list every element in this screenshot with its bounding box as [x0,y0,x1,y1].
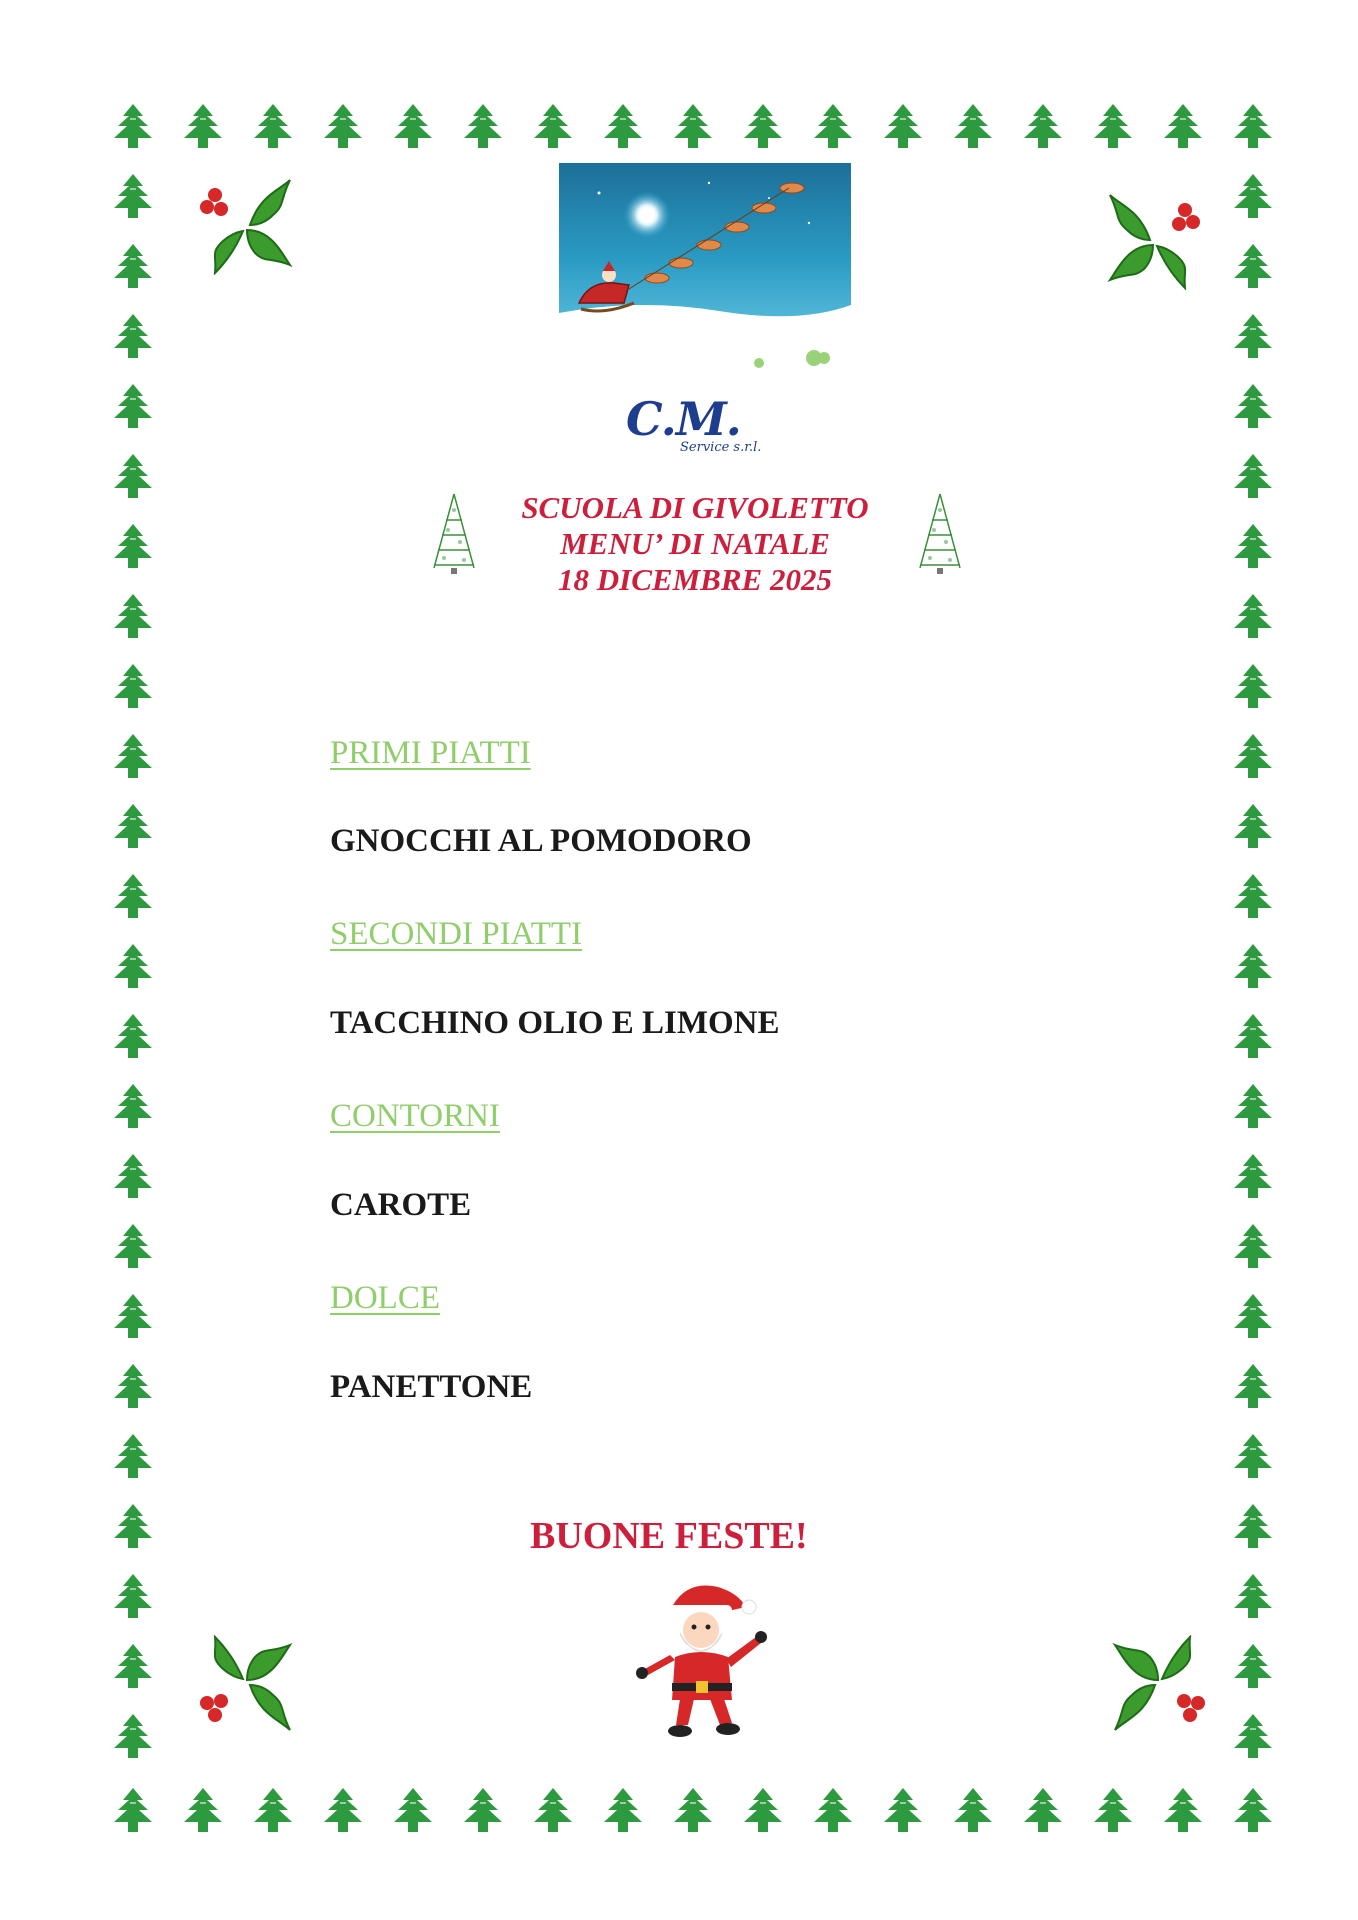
christmas-tree-icon [1234,1154,1272,1198]
christmas-tree-icon [954,104,992,148]
holly-icon [1105,190,1205,290]
christmas-tree-icon [114,384,152,428]
christmas-tree-icon [1234,1084,1272,1128]
christmas-tree-icon [114,1504,152,1548]
item-primi: GNOCCHI AL POMODORO [330,823,752,859]
christmas-tree-icon [114,664,152,708]
christmas-tree-icon [114,174,152,218]
christmas-tree-icon [114,1364,152,1408]
christmas-tree-icon [814,104,852,148]
christmas-tree-icon [1234,524,1272,568]
christmas-tree-icon [464,104,502,148]
christmas-tree-icon [394,104,432,148]
item-secondi: TACCHINO OLIO E LIMONE [330,1005,780,1041]
christmas-tree-icon [1234,1504,1272,1548]
christmas-tree-icon [1234,244,1272,288]
christmas-tree-icon [324,104,362,148]
item-dolce: PANETTONE [330,1369,533,1405]
christmas-tree-icon [1234,384,1272,428]
holly-icon [195,1635,295,1735]
christmas-tree-icon [114,1084,152,1128]
christmas-tree-icon [114,1574,152,1618]
christmas-tree-icon [1234,174,1272,218]
holly-icon [1110,1635,1210,1735]
item-contorni: CAROTE [330,1187,472,1223]
christmas-tree-icon [394,1788,432,1832]
christmas-tree-icon [254,104,292,148]
christmas-tree-icon [114,1434,152,1478]
christmas-tree-icon [114,1154,152,1198]
christmas-tree-icon [114,874,152,918]
christmas-tree-icon [1234,314,1272,358]
christmas-tree-icon [814,1788,852,1832]
christmas-tree-icon [1234,594,1272,638]
greeting: BUONE FESTE! [530,1515,808,1557]
christmas-tree-icon [1234,1574,1272,1618]
christmas-tree-icon [114,804,152,848]
christmas-tree-icon [114,1014,152,1058]
christmas-tree-icon [114,594,152,638]
christmas-tree-icon [1234,1434,1272,1478]
section-dolce: DOLCE [330,1280,440,1316]
section-primi: PRIMI PIATTI [330,735,531,771]
christmas-tree-icon [1234,1294,1272,1338]
christmas-tree-icon [114,104,152,148]
christmas-tree-icon [184,104,222,148]
christmas-tree-icon [744,1788,782,1832]
christmas-tree-icon [534,104,572,148]
christmas-tree-icon [1164,104,1202,148]
christmas-tree-icon [1024,1788,1062,1832]
christmas-tree-icon [1234,804,1272,848]
christmas-tree-icon [674,1788,712,1832]
logo-main-text: C.M. [626,392,741,446]
christmas-tree-icon [1234,1364,1272,1408]
christmas-tree-icon [1234,734,1272,778]
christmas-tree-icon [1234,1788,1272,1832]
christmas-tree-icon [604,1788,642,1832]
christmas-tree-icon [1234,874,1272,918]
christmas-tree-icon [114,1788,152,1832]
santa-sleigh-illustration [559,163,851,395]
christmas-tree-icon [114,734,152,778]
christmas-tree-icon [534,1788,572,1832]
christmas-tree-icon [324,1788,362,1832]
christmas-tree-icon [744,104,782,148]
christmas-tree-icon [1164,1788,1202,1832]
christmas-tree-icon [1094,104,1132,148]
heading-title: MENU’ DI NATALE [560,526,830,561]
christmas-tree-icon [1234,104,1272,148]
christmas-tree-icon [1234,1644,1272,1688]
christmas-tree-icon [1234,1224,1272,1268]
christmas-tree-icon [884,104,922,148]
holly-icon [195,175,295,275]
christmas-tree-icon [114,454,152,498]
christmas-tree-icon [114,1714,152,1758]
logo-sub-text: Service s.r.l. [680,440,762,455]
christmas-tree-icon [464,1788,502,1832]
christmas-tree-icon [1234,944,1272,988]
christmas-tree-icon [114,244,152,288]
christmas-tree-icon [884,1788,922,1832]
santa-claus-illustration [628,1575,778,1745]
christmas-tree-icon [1024,104,1062,148]
christmas-tree-icon [114,1644,152,1688]
heading-school: SCUOLA DI GIVOLETTO [521,490,869,525]
christmas-tree-icon [1234,664,1272,708]
christmas-tree-icon [1234,454,1272,498]
christmas-tree-icon [674,104,712,148]
christmas-tree-icon [1094,1788,1132,1832]
christmas-tree-icon [114,1224,152,1268]
christmas-tree-icon [954,1788,992,1832]
christmas-tree-icon [114,524,152,568]
section-secondi: SECONDI PIATTI [330,916,583,952]
christmas-tree-icon [114,1294,152,1338]
christmas-tree-icon [1234,1714,1272,1758]
christmas-tree-icon [184,1788,222,1832]
christmas-tree-icon [114,314,152,358]
section-contorni: CONTORNI [330,1098,500,1134]
christmas-tree-icon [114,944,152,988]
christmas-tree-icon [1234,1014,1272,1058]
christmas-tree-icon [604,104,642,148]
christmas-tree-icon [254,1788,292,1832]
heading-date: 18 DICEMBRE 2025 [558,562,832,597]
company-logo [620,392,790,464]
